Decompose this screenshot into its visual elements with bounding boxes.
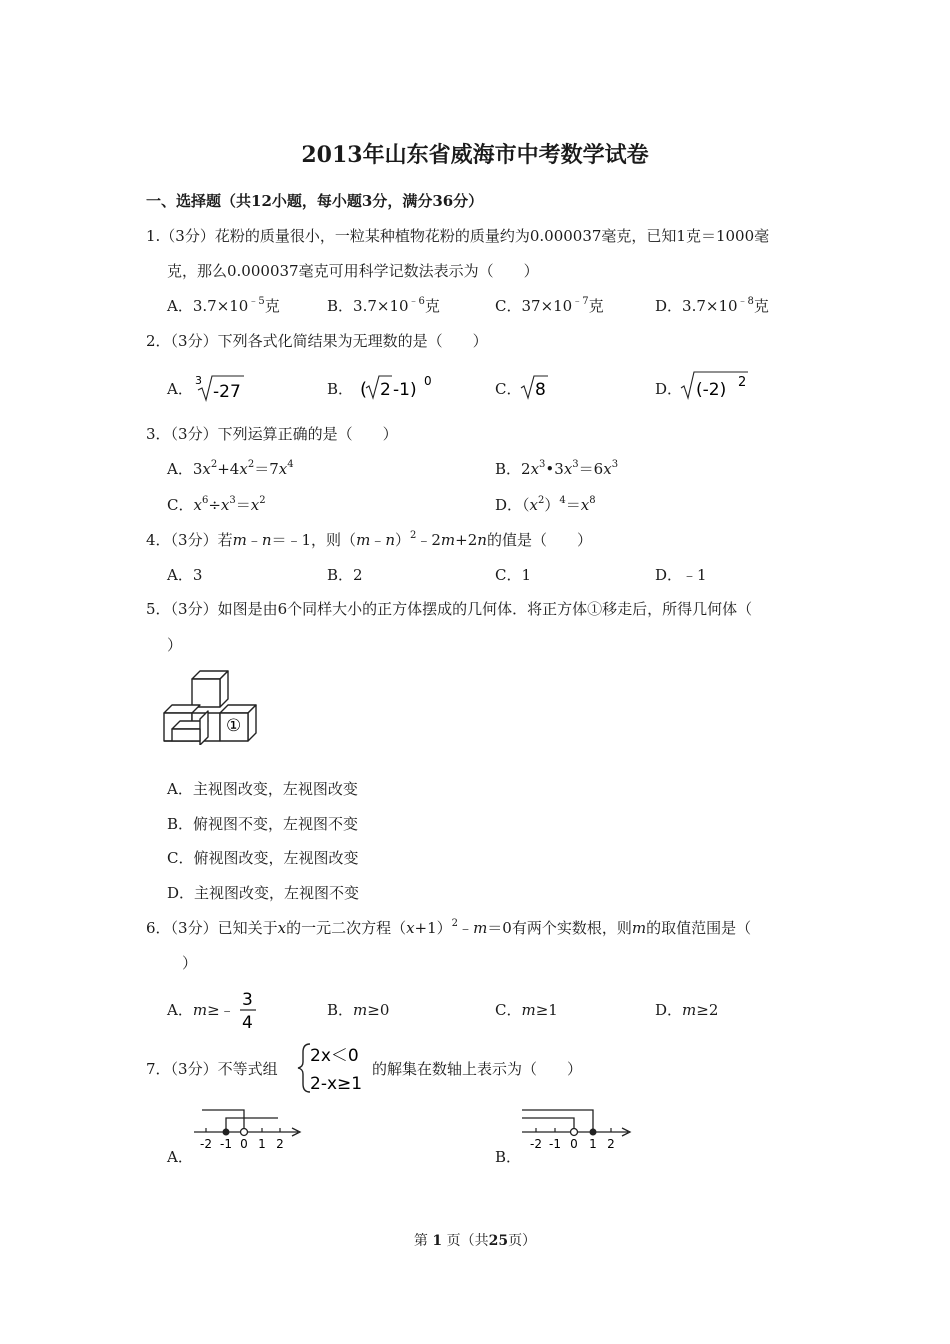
q2-label-b: B． (327, 380, 354, 398)
q6-a-fraction (238, 988, 260, 1032)
q2-c-radicand: 8 (535, 380, 546, 400)
svg-text:2: 2 (607, 1137, 615, 1151)
q4-stem: 4．（3分）若m﹣n＝﹣1，则（m﹣n）$^2$﹣2m+2n的值是（ ） (146, 530, 592, 549)
q7-stem-pre: 7．（3分）不等式组 (146, 1060, 278, 1078)
q6-option-d: D．m≥2 (655, 1001, 719, 1019)
q7-label-b: B． (495, 1148, 522, 1166)
q3-stem: 3．（3分）下列运算正确的是（ ） (146, 425, 398, 443)
section-heading: 一、选择题（共12小题，每小题3分，满分36分） (146, 192, 484, 210)
q6-line2: ） (182, 954, 198, 972)
q3-option-c: C．$x^6\div x^3=x^2$ (167, 495, 266, 514)
svg-text:-1: -1 (220, 1137, 232, 1151)
q1-option-a: A．$3.7\times 10^{﹣5}$克 (167, 296, 280, 315)
q2-option-a-cube-root (192, 370, 252, 402)
svg-text:(: ( (360, 379, 368, 400)
q6-option-a: A．m≥﹣ (167, 1001, 235, 1019)
q2-b-tail: -1) (393, 380, 417, 400)
q2-option-c-sqrt (518, 368, 558, 402)
q2-label-d: D． (655, 380, 683, 398)
q5-option-b: B．俯视图不变，左视图不变 (167, 815, 359, 833)
q5-line2: ） (167, 636, 183, 654)
q4-option-d: D．﹣1 (655, 566, 707, 584)
q5-option-c: C．俯视图改变，左视图改变 (167, 849, 359, 867)
q5-option-d: D．主视图改变，左视图不变 (167, 884, 360, 902)
q7-label-a: A． (167, 1148, 193, 1166)
q7-ineq1: 2x＜0 (310, 1046, 359, 1066)
q5-option-a: A．主视图改变，左视图改变 (167, 780, 358, 798)
svg-text:-2: -2 (530, 1137, 542, 1151)
q5-line1: 5．（3分）如图是由6个同样大小的正方体摆成的几何体．将正方体①移走后，所得几何体（ (146, 600, 753, 618)
q2-option-b-expression (352, 368, 442, 402)
svg-text:0: 0 (240, 1137, 248, 1151)
q1-line1: 1.（3分）花粉的质量很小，一粒某种植物花粉的质量约为0.000037毫克，已知1克＝1000毫 (146, 227, 770, 245)
q6-option-c: C．m≥1 (495, 1001, 558, 1019)
q4-option-c: C．1 (495, 566, 532, 584)
q6-frac-den: 4 (242, 1013, 253, 1032)
q4-option-b: B．2 (327, 566, 363, 584)
q6-frac-num: 3 (242, 990, 253, 1010)
svg-text:2: 2 (276, 1137, 284, 1151)
page-number: 1 (432, 1233, 443, 1249)
svg-text:-1: -1 (549, 1137, 561, 1151)
q2-b-exponent: 0 (424, 374, 432, 388)
q7-numberline-a (190, 1096, 310, 1156)
q2-option-d-sqrt (678, 366, 758, 402)
q1-option-b: B．$3.7\times 10^{﹣6}$克 (327, 296, 440, 315)
q7-inequality-system (296, 1040, 372, 1096)
q6-line1: 6．（3分）已知关于x的一元二次方程$(x+1)^2﹣m=0$有两个实数根，则m的取值范围是（ (146, 918, 752, 937)
q2-b-radicand: 2 (380, 380, 391, 400)
q7-numberline-b (518, 1096, 638, 1156)
q1-line2: 克，那么0.000037毫克可用科学记数法表示为（ ） (167, 262, 539, 280)
q4-option-a: A．3 (167, 566, 203, 584)
q2-d-radicand: (-2) (696, 380, 727, 400)
q2-a-root-index: 3 (195, 374, 202, 387)
q3-option-a: A．$3x^2+4x^2=7x^4$ (167, 459, 294, 478)
q3-option-b: B．$2x^3•3x^3=6x^3$ (495, 459, 619, 478)
q7-ineq2: 2-x≥1 (310, 1074, 363, 1094)
page-footer: 第 1 页（共25页） (413, 1233, 537, 1249)
q5-figure-label: ① (226, 716, 242, 736)
svg-text:0: 0 (570, 1137, 578, 1151)
q2-label-a: A． (167, 380, 193, 398)
q1-option-c: C．$37\times 10^{﹣7}$克 (495, 296, 604, 315)
q6-option-b: B．m≥0 (327, 1001, 390, 1019)
q1-option-d: D．$3.7\times 10^{﹣8}$克 (655, 296, 769, 315)
svg-text:-2: -2 (200, 1137, 212, 1151)
q5-cube-figure (160, 665, 270, 745)
q7-stem-end: 的解集在数轴上表示为（ ） (372, 1060, 583, 1078)
q2-label-c: C． (495, 380, 522, 398)
q2-stem: 2．（3分）下列各式化简结果为无理数的是（ ） (146, 332, 488, 350)
q2-a-radicand: -27 (213, 382, 241, 402)
svg-text:1: 1 (258, 1137, 266, 1151)
page-title: 2013年山东省威海市中考数学试卷 (301, 142, 649, 168)
svg-text:1: 1 (589, 1137, 597, 1151)
total-pages: 25 (488, 1233, 509, 1249)
q3-option-d: D．$(x^2)^4=x^8$ (495, 495, 596, 514)
q2-d-exponent: 2 (738, 375, 747, 390)
